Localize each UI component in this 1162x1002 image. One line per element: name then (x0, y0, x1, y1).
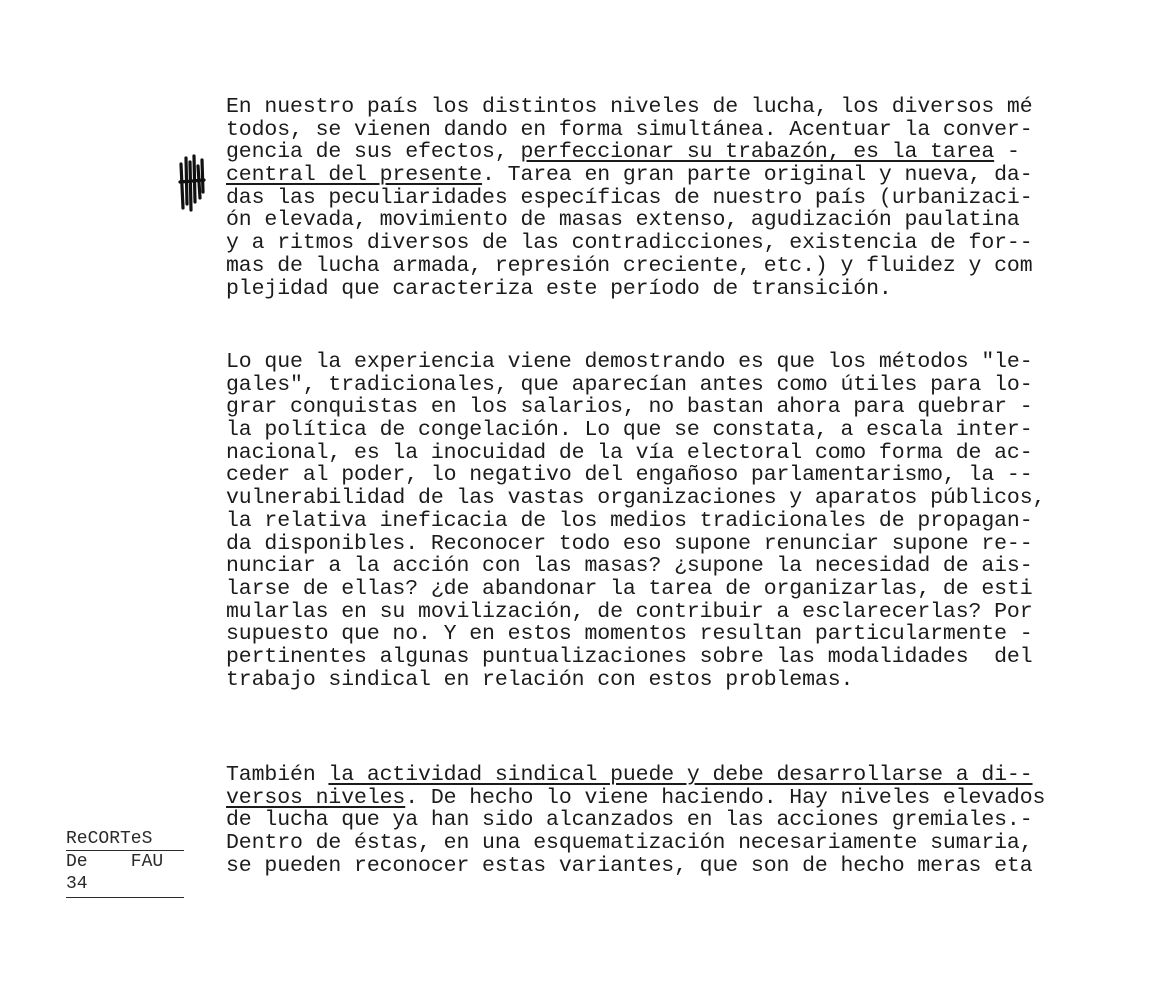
underlined-text: la actividad sindical puede y debe desarrollarse a di-- (328, 763, 1033, 787)
text-run: plejidad que caracteriza este período de transición. (226, 276, 892, 301)
text-run: supuesto que no. Y en estos momentos resultan particularmente - (226, 622, 1033, 647)
text-run: Lo que la experiencia viene demostrando es que los métodos "le- (226, 350, 1033, 374)
text-line (226, 623, 1092, 646)
text-run: vulnerabilidad de las vastas organizaciones y aparatos públicos, (226, 486, 1046, 511)
text-line (226, 255, 1092, 278)
stamp-line-2: De FAU (66, 851, 164, 872)
text-run: En nuestro país los distintos niveles de lucha, los diversos mé (226, 95, 1033, 119)
text-line (226, 164, 1092, 187)
text-run: ceder al poder, lo negativo del engañoso parlamentarismo, la -- (226, 463, 1033, 488)
text-run: larse de ellas? ¿de abandonar la tarea de organizarlas, de esti (226, 576, 1033, 601)
underlined-text: versos niveles (226, 785, 406, 810)
paragraph-1 (226, 96, 1092, 300)
paragraph-2 (226, 351, 1092, 691)
underlined-text: perfeccionar su trabazón, es la tarea (520, 140, 995, 165)
margin-stamp (66, 828, 196, 896)
text-line (226, 555, 1092, 578)
text-line (226, 119, 1092, 142)
text-run: - (994, 140, 1020, 165)
text-line (226, 669, 1092, 692)
text-line (226, 764, 1092, 787)
stamp-rule (66, 897, 184, 898)
text-line (226, 209, 1092, 232)
text-run: También (226, 763, 329, 787)
text-run: ón elevada, movimiento de masas extenso, agudización paulatina (226, 208, 1020, 233)
text-run: de lucha que ya han sido alcanzados en las acciones gremiales.- (226, 808, 1033, 833)
text-line (226, 351, 1092, 374)
text-run: grar conquistas en los salarios, no bastan ahora para quebrar - (226, 395, 1033, 420)
text-run: pertinentes algunas puntualizaciones sobre las modalidades del (226, 644, 1033, 669)
text-line (226, 487, 1092, 510)
underlined-text: central del presente (226, 163, 483, 188)
text-line (226, 96, 1092, 119)
text-line (226, 832, 1092, 855)
text-run: y a ritmos diversos de las contradicciones, existencia de for-- (226, 231, 1033, 256)
text-line (226, 232, 1092, 255)
handwritten-margin-mark-icon (178, 152, 208, 212)
text-run: la política de congelación. Lo que se constata, a escala inter- (226, 418, 1033, 443)
text-run: gales", tradicionales, que aparecían antes como útiles para lo- (226, 372, 1033, 397)
text-line (226, 278, 1092, 301)
text-run: gencia de sus efectos, (226, 140, 521, 165)
text-run: . De hecho lo viene haciendo. Hay niveles elevados (405, 785, 1046, 810)
text-line (226, 141, 1092, 164)
text-run: todos, se vienen dando en forma simultánea. Acentuar la conver- (226, 117, 1033, 142)
paragraph-3 (226, 764, 1092, 877)
text-line (226, 787, 1092, 810)
text-line (226, 419, 1092, 442)
text-line (226, 809, 1092, 832)
text-line (226, 464, 1092, 487)
text-line (226, 533, 1092, 556)
text-line (226, 442, 1092, 465)
stamp-line-3: 34 (66, 874, 88, 895)
text-line (226, 601, 1092, 624)
stamp-rule (66, 850, 184, 851)
text-run: nunciar a la acción con las masas? ¿supone la necesidad de ais- (226, 554, 1033, 579)
text-run: . Tarea en gran parte original y nueva, da- (482, 163, 1033, 188)
text-run: mularlas en su movilización, de contribuir a esclarecerlas? Por (226, 599, 1033, 624)
text-line (226, 646, 1092, 669)
text-run: da disponibles. Reconocer todo eso supone renunciar supone re-- (226, 531, 1033, 556)
text-line (226, 187, 1092, 210)
text-run: Dentro de éstas, en una esquematización necesariamente sumaria, (226, 831, 1033, 856)
text-run: trabajo sindical en relación con estos problemas. (226, 667, 854, 692)
text-run: mas de lucha armada, represión creciente, etc.) y fluidez y com (226, 253, 1033, 278)
text-line (226, 855, 1092, 878)
text-line (226, 396, 1092, 419)
stamp-line-1: ReCORTeS (66, 829, 153, 849)
text-run: se pueden reconocer estas variantes, que son de hecho meras eta (226, 853, 1033, 878)
text-run: das las peculiaridades específicas de nuestro país (urbanizaci- (226, 185, 1033, 210)
text-line (226, 374, 1092, 397)
text-line (226, 510, 1092, 533)
text-run: la relativa ineficacia de los medios tradicionales de propagan- (226, 508, 1033, 533)
text-line (226, 578, 1092, 601)
text-run: nacional, es la inocuidad de la vía electoral como forma de ac- (226, 440, 1033, 465)
